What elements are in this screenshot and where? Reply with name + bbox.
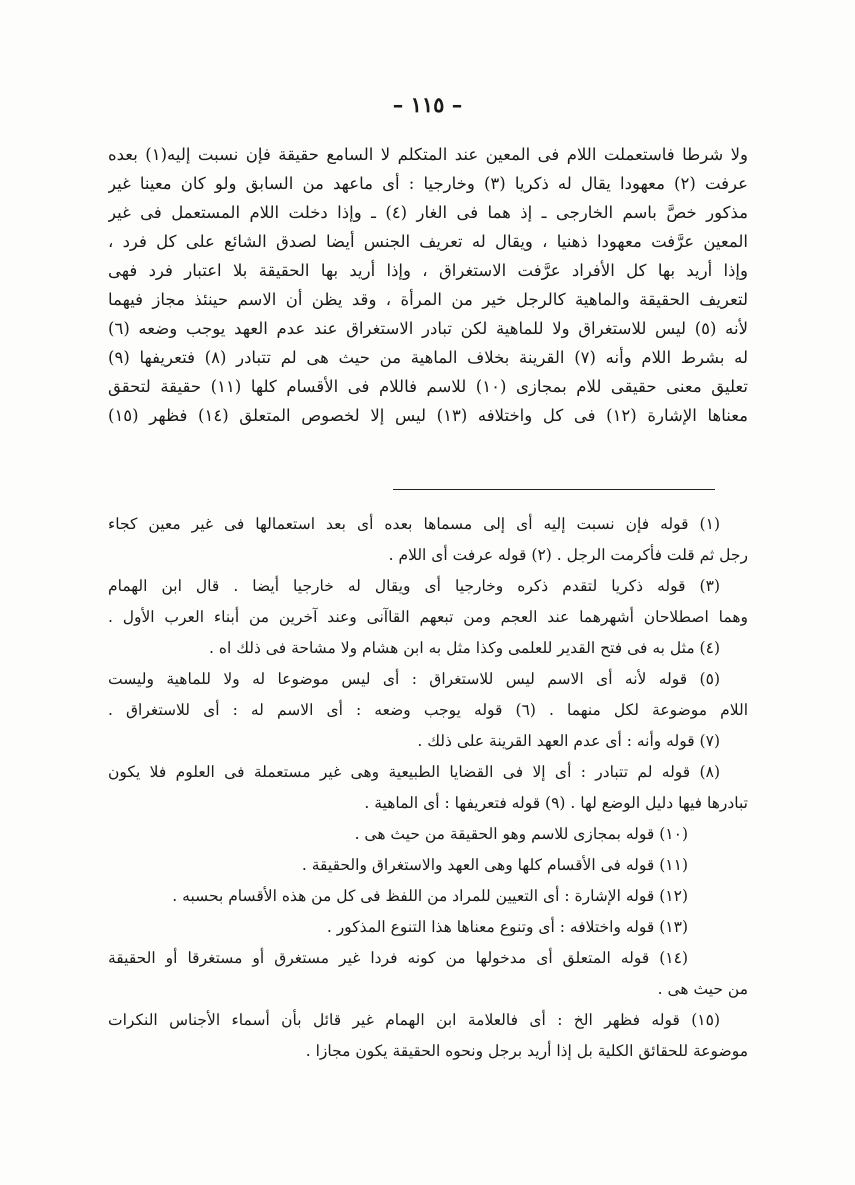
footnote-line: (٤) مثل به فى فتح القدير للعلمى وكذا مثل به ابن هشام ولا مشاحة فى ذلك اه .	[208, 639, 720, 657]
main-text-line: وإذا أريد بها كل الأفراد عرَّفت الاستغراق ، وإذا أريد بها الحقيقة بلا اعتبار فرد فهى	[108, 261, 748, 280]
main-text-line: معناها الإشارة (١٢) فى كل واختلافه (١٣) ليس إلا لخصوص المتعلق (١٤) فظهر (١٥)	[108, 406, 748, 425]
footnote-line: (٨) قوله لم تتبادر : أى إلا فى القضايا الطبيعية وهى غير مستعملة فى العلوم فلا يكون	[108, 763, 720, 781]
main-text-body	[108, 140, 748, 430]
main-text-line: عرفت (٢) معهودا يقال له ذكريا (٣) وخارجيا : أى ماعهد من السابق ولو كان معينا غير	[108, 174, 748, 193]
footnotes	[108, 509, 748, 1067]
main-text-line: لتعريف الحقيقة والماهية كالرجل خير من المرأة ، وقد يظن أن الاسم حينئذ مجاز فيهما	[108, 290, 748, 309]
main-text-line: تعليق معنى حقيقى للام بمجازى (١٠) للاسم فاللام فى الأقسام كلها (١١) حقيقة لتحقق	[108, 377, 748, 396]
main-text-line: لأنه (٥) ليس للاستغراق ولا للماهية لكن تبادر الاستغراق عند عدم العهد يوجب وضعه (٦)	[108, 319, 748, 338]
footnote-line: موضوعة للحقائق الكلية بل إذا أريد برجل ونحوه الحقيقة يكون مجازا .	[305, 1042, 748, 1060]
footnote-line: (١٥) قوله فظهر الخ : أى فالعلامة ابن الهمام غير قائل بأن أسماء الأجناس النكرات	[108, 1011, 720, 1029]
footnote-line: (٣) قوله ذكريا لتقدم ذكره وخارجيا أى ويقال له خارجيا أيضا . قال ابن الهمام	[108, 577, 720, 595]
footnote-line: (١٢) قوله الإشارة : أى التعيين للمراد من اللفظ فى كل من هذه الأقسام بحسبه .	[172, 887, 688, 905]
footnote-line: رجل ثم قلت فأكرمت الرجل . (٢) قوله عرفت أى اللام .	[388, 546, 748, 564]
footnote-line: تبادرها فيها دليل الوضع لها . (٩) قوله فتعريفها : أى الماهية .	[364, 794, 748, 812]
footnote-line: (٧) قوله وأنه : أى عدم العهد القرينة على ذلك .	[417, 732, 720, 750]
footnote-line: اللام موضوعة لكل منهما . (٦) قوله يوجب وضعه : أى الاسم له : أى للاستغراق .	[108, 701, 748, 719]
main-text-line: ولا شرطا فاستعملت اللام فى المعين عند المتكلم لا السامع حقيقة فإن نسبت إليه(١) بعده	[108, 145, 748, 164]
page-number: – ١١٥ –	[392, 92, 463, 117]
main-text-line: مذكور خصَّ باسم الخارجى ـ إذ هما فى الغار (٤) ـ وإذا دخلت اللام المستعمل فى غير	[108, 203, 748, 222]
main-text-line: المعين عرَّفت معهودا ذهنيا ، ويقال له تعريف الجنس أيضا لصدق الشائع على كل فرد ،	[108, 232, 748, 251]
footnote-line: (١٣) قوله واختلافه : أى وتنوع معناها هذا التنوع المذكور .	[326, 918, 688, 936]
footnote-line: (١١) قوله فى الأقسام كلها وهى العهد والاستغراق والحقيقة .	[301, 856, 688, 874]
footnote-line: وهما اصطلاحان أشهرهما عند العجم ومن تبعهم القاآنى وعند آخرين من أبناء العرب الأول .	[108, 608, 748, 626]
footnote-line: من حيث هى .	[657, 980, 748, 998]
footnote-line: (٥) قوله لأنه أى الاسم ليس للاستغراق : أى ليس موضوعا له ولا للماهية وليست	[108, 670, 720, 688]
main-text-line: له بشرط اللام وأنه (٧) القرينة بخلاف الماهية من حيث هى لم تتبادر (٨) فتعريفها (٩)	[108, 348, 748, 367]
footnote-line: (١٤) قوله المتعلق أى مدخولها من كونه فردا غير مستغرق أو مستغرقا أو الحقيقة	[108, 949, 688, 967]
footnote-line: (١٠) قوله بمجازى للاسم وهو الحقيقة من حيث هى .	[354, 825, 688, 843]
footnote-line: (١) قوله فإن نسبت إليه أى إلى مسماها بعده أى بعد استعمالها فى غير معين كجاء	[108, 515, 720, 533]
footnote-separator	[393, 489, 715, 490]
